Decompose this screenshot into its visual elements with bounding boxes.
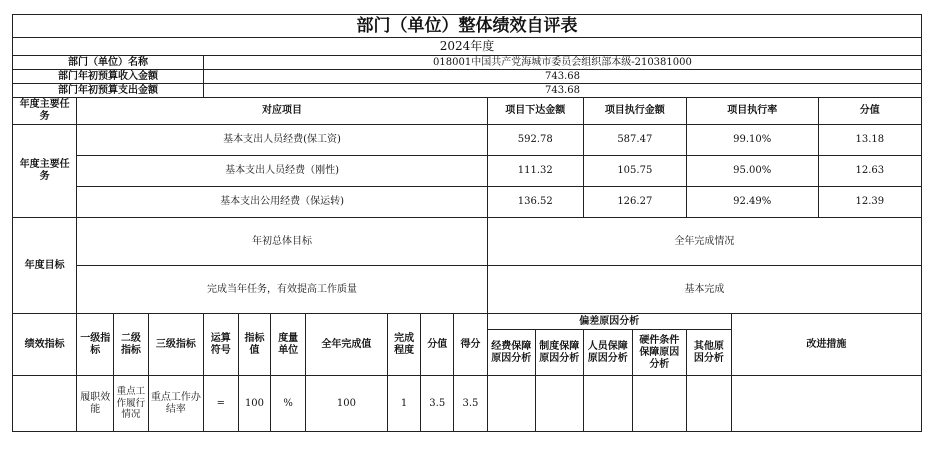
task-project: 基本支出人员经费(保工资) (77, 125, 487, 156)
income-value: 743.68 (203, 70, 921, 84)
task-issued: 592.78 (487, 125, 583, 156)
score-header: 得分 (454, 314, 488, 376)
expense-value: 743.68 (203, 84, 921, 98)
dept-name-label: 部门（单位）名称 (13, 56, 204, 70)
operator-cell: = (203, 376, 238, 432)
dev-staff-cell (583, 376, 632, 432)
value-cell: 3.5 (421, 376, 454, 432)
level3-cell: 重点工作办结率 (148, 376, 203, 432)
goal-label: 年度目标 (13, 218, 77, 314)
task-rate: 95.00% (686, 156, 818, 187)
dept-name-value: 018001中国共产党海城市委员会组织部本级-210381000 (203, 56, 921, 70)
degree-header: 完成程度 (387, 314, 421, 376)
task-score: 12.63 (818, 156, 921, 187)
dev-funding-header: 经费保障原因分析 (487, 330, 535, 376)
dev-funding-cell (487, 376, 535, 432)
rate-header: 项目执行率 (686, 98, 818, 125)
task-score: 12.39 (818, 187, 921, 218)
task-score: 13.18 (818, 125, 921, 156)
task-issued: 111.32 (487, 156, 583, 187)
table-title: 部门（单位）整体绩效自评表 (13, 15, 922, 38)
task-rate: 92.49% (686, 187, 818, 218)
deviation-header: 偏差原因分析 (487, 314, 731, 330)
dev-system-cell (535, 376, 583, 432)
task-project: 基本支出人员经费（刚性) (77, 156, 487, 187)
project-header: 对应项目 (77, 98, 487, 125)
task-header: 年度主要任务 (13, 98, 77, 125)
actual-header: 全年完成值 (306, 314, 388, 376)
unit-cell: % (271, 376, 306, 432)
value-header: 分值 (421, 314, 454, 376)
dev-hardware-header: 硬件条件保障原因分析 (632, 330, 686, 376)
income-label: 部门年初预算收入金额 (13, 70, 204, 84)
level1-header: 一级指标 (77, 314, 114, 376)
dev-system-header: 制度保障原因分析 (535, 330, 583, 376)
actual-cell: 100 (306, 376, 388, 432)
indicator-empty-cell (13, 376, 77, 432)
level2-cell: 重点工作履行情况 (114, 376, 149, 432)
level3-header: 三级指标 (148, 314, 203, 376)
score-cell: 3.5 (454, 376, 488, 432)
executed-header: 项目执行金额 (583, 98, 686, 125)
year-label: 2024年度 (13, 38, 922, 56)
task-executed: 126.27 (583, 187, 686, 218)
task-row-label: 年度主要任务 (13, 125, 77, 218)
indicator-label: 绩效指标 (13, 314, 77, 376)
improve-header: 改进措施 (731, 314, 921, 376)
improve-cell (731, 376, 921, 432)
goal-completion: 基本完成 (487, 266, 921, 314)
dev-staff-header: 人员保障原因分析 (583, 330, 632, 376)
level2-header: 二级指标 (114, 314, 149, 376)
goal-completion-header: 全年完成情况 (487, 218, 921, 266)
task-rate: 99.10% (686, 125, 818, 156)
operator-header: 运算符号 (203, 314, 238, 376)
dev-other-cell (686, 376, 731, 432)
goal-initial-header: 年初总体目标 (77, 218, 487, 266)
issued-header: 项目下达金额 (487, 98, 583, 125)
degree-cell: 1 (387, 376, 421, 432)
task-executed: 587.47 (583, 125, 686, 156)
task-project: 基本支出公用经费（保运转) (77, 187, 487, 218)
task-executed: 105.75 (583, 156, 686, 187)
target-cell: 100 (238, 376, 271, 432)
target-header: 指标值 (238, 314, 271, 376)
unit-header: 度量单位 (271, 314, 306, 376)
level1-cell: 履职效能 (77, 376, 114, 432)
task-issued: 136.52 (487, 187, 583, 218)
score-value-header: 分值 (818, 98, 921, 125)
dev-hardware-cell (632, 376, 686, 432)
dev-other-header: 其他原因分析 (686, 330, 731, 376)
expense-label: 部门年初预算支出金额 (13, 84, 204, 98)
performance-table (12, 14, 922, 432)
goal-initial: 完成当年任务，有效提高工作质量 (77, 266, 487, 314)
